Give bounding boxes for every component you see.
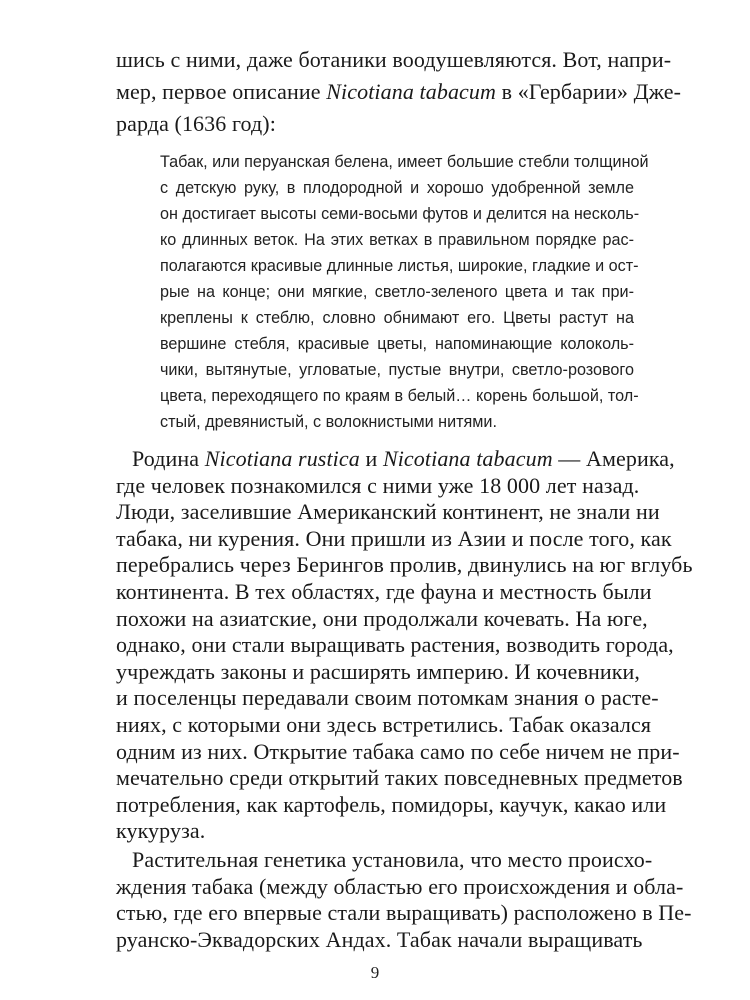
quote-line: ко длинных веток. На этих ветках в правильном порядке рас- (160, 231, 634, 249)
para2-line: табака, ни курения. Они пришли из Азии и после того, как (116, 525, 672, 551)
text-span: мер, первое описание (116, 79, 327, 104)
para2-line: где человек познакомился с ними уже 18 000 лет назад. (116, 472, 640, 498)
text-span: в «Гербарии» Дже- (496, 79, 682, 104)
para3-line: стью, где его впервые стали выращивать) расположено в Пе- (116, 900, 692, 926)
quote-line: рые на конце; они мягкие, светло-зеленого цвета и так при- (160, 283, 634, 301)
para2-line: мечательно среди открытий таких повседневных предметов (116, 765, 683, 791)
text-span: Родина (132, 446, 205, 471)
para2-line: однако, они стали выращивать растения, возводить города, (116, 632, 674, 658)
para3-line: Растительная генетика установила, что место происхо- (132, 847, 653, 872)
para2-line-1 (132, 446, 675, 473)
intro-line-3: рарда (1636 год): (116, 111, 276, 136)
para2-line: ниях, с которыми они здесь встретились. Табак оказался (116, 712, 652, 737)
para2-line: учреждать законы и расширять империю. И кочевники, (116, 658, 640, 684)
text-span: и (359, 446, 383, 471)
para2-line: континента. В тех областях, где фауна и местность были (116, 579, 652, 604)
para3-line: ждения табака (между областью его происхождения и обла- (116, 873, 684, 899)
latin-name: Nicotiana rustica (204, 446, 360, 471)
quote-line: цвета, переходящего по краям в белый… корень большой, тол- (160, 387, 639, 405)
quote-line: полагаются красивые длинные листья, широкие, гладкие и ост- (160, 257, 639, 275)
text-span: — Америка, (552, 446, 675, 471)
para2-line: потребления, как картофель, помидоры, каучук, какао или (116, 791, 667, 817)
quote-line: Табак, или перуанская белена, имеет большие стебли толщиной (160, 153, 649, 171)
para2-line: перебрались через Берингов пролив, двинулись на юг вглубь (116, 552, 693, 578)
para3-line: руанско-Эквадорских Андах. Табак начали выращивать (116, 926, 643, 952)
quote-line: с детскую руку, в плодородной и хорошо удобренной земле (160, 179, 634, 197)
quote-line: креплены к стеблю, словно обнимают его. Цветы растут на (160, 309, 634, 327)
para2-line: похожи на азиатские, они продолжали кочевать. На юге, (116, 605, 648, 631)
latin-name: Nicotiana tabacum (382, 446, 553, 471)
para2-line: одним из них. Открытие табака само по себе ничем не при- (116, 738, 680, 764)
quote-line: он достигает высоты семи-восьми футов и делится на несколь- (160, 205, 640, 223)
intro-line-1: шись с ними, даже ботаники воодушевляются. Вот, напри- (116, 47, 672, 72)
para2-line: и поселенцы передавали своим потомкам знания о расте- (116, 685, 659, 711)
page-number: 9 (370, 963, 380, 983)
quote-line: стый, древянистый, с волокнистыми нитями. (160, 413, 497, 431)
quote-line: чики, вытянутые, угловатые, пустые внутри, светло-розового (160, 361, 634, 379)
para2-line: кукуруза. (116, 818, 206, 844)
latin-name: Nicotiana tabacum (326, 79, 497, 104)
quote-line: вершине стебля, красивые цветы, напоминающие колоколь- (160, 335, 634, 353)
intro-line-2 (116, 76, 682, 108)
para2-line: Люди, заселившие Американский континент, не знали ни (116, 499, 660, 525)
